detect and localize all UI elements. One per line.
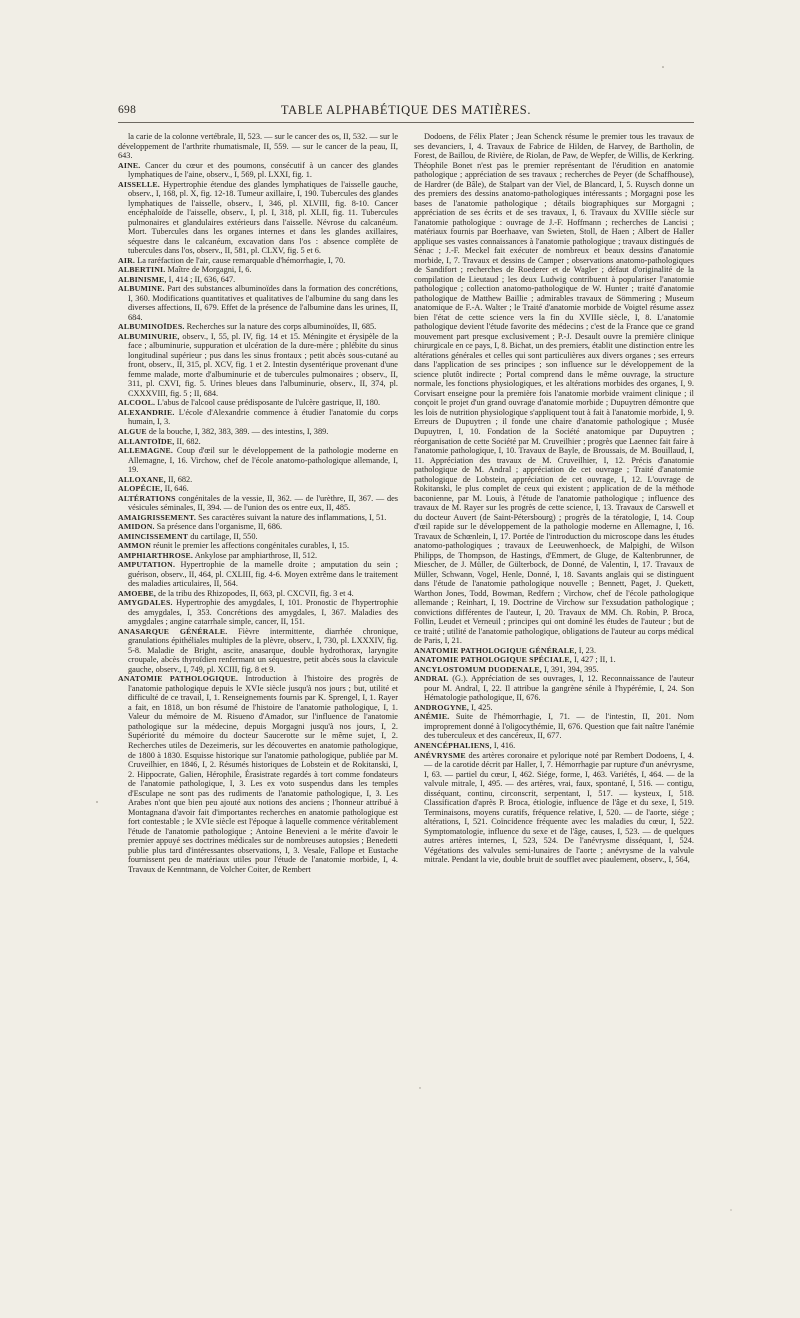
entry-text: II, 682.: [168, 474, 193, 484]
entry-term: ALCOOL.: [118, 398, 156, 408]
entry-text: du cartilage, II, 550.: [190, 531, 258, 541]
entry-text: I, 427 ; II, 1.: [573, 655, 616, 665]
index-entry: [118, 408, 398, 427]
entry-term: ANÉMIE.: [414, 712, 450, 722]
index-entry: [118, 522, 398, 532]
entry-text: de la tribu des Rhizopodes, II, 663, pl. CXCVII, fig. 3 et 4.: [158, 588, 354, 598]
index-entry: [118, 513, 398, 523]
index-entry: [118, 532, 398, 542]
entry-text: Introduction à l'histoire des progrès de l'anatomie pathologique depuis le XVIe siècle jusqu'à nos jours ; but, utilité et difficulté de ce travail, I, 1. Renseignements fournis par K. Sprengel, I, 1. Rayer a fait, en 1818, un bon résumé de l'histoire de l'anatomie pathologique, I, 1. Valeur du mémoire de M. Risueno d'Amador, sur l'influence de l'anatomie pathologique sur la médecine, depuis Morgagni jusqu'à nos jours, I, 2. Supériorité du mémoire du docteur Saucerotte sur le même sujet, I, 2. Recherches utiles de Dezeimeris, sur les découvertes en anatomie pathologique, de 1800 à 1830. Esquisse historique sur l'anatomie pathologique, publiée par M. Cruveilhier, en 1846, I, 2. Résumés historiques de Lobstein et de Rokitanski, I, 2. Hippocrate, Galien, Hérophile, Érasistrate regardés à tort comme fondateurs de l'anatomie pathologique, I, 3. Les ex voto suspendus dans les temples d'Esculape ne sont pas des rudiments de l'anatomie pathologique, I, 3. Les Arabes n'ont que bien peu ajouté aux notions des anciens ; l'honneur attribué à Montagnana d'avoir fait d'importantes recherches en anatomie pathologique est fort contestable ; le XVIe siècle est l'époque à laquelle commence véritablement l'étude de l'anatomie pathologique ; Antoine Benevieni a le mérite d'avoir le premier appuyé ses doctrines médicales sur de nombreuses autopsies ; Benedetti publie plus tard d'intéressantes observations, I, 3. Vesale, Fallope et Eustache fournissent peu de matériaux utiles pour l'étude de l'anatomie morbide, I, 4. Travaux de Kenntmann, de Volcher Coiter, de Rembert: [128, 674, 398, 874]
index-entry: [118, 484, 398, 494]
index-entry: [118, 541, 398, 551]
entry-text: Hypertrophie des amygdales, I, 101. Pronostic de l'hypertrophie des amygdales, I, 353. Concrétions des amygdales, I, 367. Maladies des amygdales ; angine catarrhale simple, cancer, II, 151.: [128, 598, 398, 627]
entry-term: ALBUMINOÏDES.: [118, 322, 185, 332]
entry-term: ALTÉRATIONS: [118, 493, 176, 503]
entry-text: I, 23.: [578, 645, 597, 655]
entry-text: réunit le premier les affections congénitales curables, I, 15.: [153, 541, 350, 551]
entry-text: Ses caractères suivant la nature des inflammations, I, 51.: [198, 512, 387, 522]
entry-term: ANENCÉPHALIENS,: [414, 741, 492, 750]
entry-term: ALBUMINURIE,: [118, 331, 180, 341]
entry-text: la carie de la colonne vertébrale, II, 523. — sur le cancer des os, II, 532. — sur le développement de l'arthrite rhumatismale, II, 559. — sur le cancer de la peau, II, 643.: [118, 132, 398, 161]
entry-term: ANDRAL: [414, 674, 449, 684]
running-title: TABLE ALPHABÉTIQUE DES MATIÈRES.: [280, 103, 532, 117]
entry-text: La raréfaction de l'air, cause remarquable d'hémorrhagie, I, 70.: [137, 255, 346, 265]
entry-text: II, 682.: [176, 436, 201, 446]
left-column: [118, 132, 398, 1302]
index-entry: [414, 665, 694, 675]
index-entry: [118, 332, 398, 399]
entry-term: ANATOMIE PATHOLOGIQUE SPÉCIALE,: [414, 655, 572, 665]
entry-term: AMMON: [118, 541, 152, 551]
index-entry: [118, 427, 398, 437]
entry-term: AMYGDALES.: [118, 598, 173, 608]
entry-term: AISSELLE.: [118, 179, 160, 189]
entry-term: ANASARQUE GÉNÉRALE.: [118, 626, 228, 636]
entry-text: Suite de l'hémorrhagie, I, 71. — de l'intestin, II, 201. Nom improprement donné à l'oligocythémie, II, 676. Question que fait naître l'anémie des tuberculeux et des cancéreux, II, 677.: [424, 712, 694, 741]
entry-text: I, 425.: [471, 702, 493, 712]
index-entry: [118, 398, 398, 408]
entry-term: ALBUMINE.: [118, 284, 165, 294]
entry-text: L'abus de l'alcool cause prédisposante de l'ulcère gastrique, II, 180.: [157, 398, 381, 408]
page-header: [118, 104, 694, 120]
entry-term: ALOPÉCIE,: [118, 484, 163, 494]
entry-term: ANÉVRYSME: [414, 750, 466, 760]
index-entry: [118, 256, 398, 266]
entry-text: de la bouche, I, 382, 383, 389. — des intestins, I, 389.: [148, 426, 329, 436]
entry-text: L'école d'Alexandrie commence à étudier l'anatomie du corps humain, I, 3.: [128, 407, 398, 427]
entry-term: ALEXANDRIE.: [118, 407, 175, 417]
entry-text: des artères coronaire et pylorique noté par Rembert Dodoens, I, 4. — de la carotide décrit par Haller, I, 7. Hémorrhagie par rupture d'un anévrysme, I, 63. — partiel du cœur, I, 462. Siége, forme, I, 463. Variétés, I, 464. — de la valvule mitrale, I, 495. — des artères, vrai, faux, spontané, I, 516. — contigu, disséquant, continu, circonscrit, serpentant, I, 517. — kysteux, I, 518. Classification d'après P. Broca, étiologie, influence de l'âge et du sexe, I, 519. Terminaisons, moyens curatifs, fréquence relative, I, 520. — de l'aorte, siége ; altérations, I, 521. Coïncidence fréquente avec les maladies du cœur, I, 522. Symptomatologie, influence du sexe et de l'âge, causes, I, 523. — de quelques autres artères internes, I, 523, 524. De l'anévrysme disséquant, I, 524. Végétations des valvules semi-lunaires de l'aorte ; anévrysme de la valvule mitrale. Pendant la vie, double bruit de soufflet avec piaulement, observ., I, 564,: [424, 750, 694, 865]
header-rule: [118, 122, 694, 123]
index-entry: [118, 551, 398, 561]
index-entry: [414, 646, 694, 656]
entry-term: ALBINISME,: [118, 274, 167, 284]
entry-term: AMPHIARTHROSE.: [118, 550, 194, 560]
entry-term: ANATOMIE PATHOLOGIQUE GÉNÉRALE,: [414, 645, 577, 655]
entry-text: I, 414 ; II, 636, 647.: [168, 274, 236, 284]
entry-text: I, 391, 394, 395.: [544, 664, 599, 674]
entry-term: AMAIGRISSEMENT.: [118, 512, 197, 522]
index-entry: [118, 132, 398, 161]
index-entry: [118, 265, 398, 275]
entry-term: ALLOXANE,: [118, 474, 166, 484]
entry-text: Part des substances albuminoïdes dans la formation des concrétions, I, 360. Modifications quantitatives et qualitatives de l'albumine du sang dans les diverses affections, II, 679. Effet de la présence de l'albumine dans les urines, II, 684.: [128, 284, 398, 322]
entry-term: AMIDON.: [118, 522, 155, 532]
entry-term: AMINCISSEMENT: [118, 531, 189, 541]
index-entry: [118, 674, 398, 874]
index-entry: [118, 437, 398, 447]
index-entry: [118, 446, 398, 475]
index-entry: [118, 560, 398, 589]
entry-text: Sa présence dans l'organisme, II, 686.: [156, 522, 283, 532]
entry-term: AIR.: [118, 255, 136, 265]
index-entry: [118, 589, 398, 599]
entry-term: AINE.: [118, 160, 141, 170]
entry-text: Recherches sur la nature des corps albuminoïdes, II, 685.: [186, 322, 377, 332]
entry-term: ANATOMIE PATHOLOGIQUE.: [118, 674, 239, 684]
entry-text: Coup d'œil sur le développement de la pathologie moderne en Allemagne, I, 16. Virchow, chef de l'école anatomo-pathologique allemande, I, 19.: [128, 446, 398, 475]
entry-text: (G.). Appréciation de ses ouvrages, I, 12. Reconnaissance de l'auteur pour M. Andral, I, 22. Il attribue la gangrène sénile à l'hypérémie, I, 24. Son Hématologie pathologique, II, 676.: [424, 674, 694, 703]
entry-term: ALBERTINI.: [118, 265, 166, 275]
index-entry: [118, 161, 398, 180]
index-entry: [118, 475, 398, 485]
entry-text: Hypertrophie étendue des glandes lymphatiques de l'aisselle gauche, observ., I, 168, pl. X, fig. 12-18. Tumeur axillaire, I, 190. Tubercules des glandes lymphatiques de l'aisselle, observ., I, 346, pl. XLVIII, fig. 8-10. Cancer encéphaloïde de l'aisselle, observ., I, pl. I, 318, pl. XLII, fig. 11. Tubercules pulmonaires et glandulaires extérieurs dans l'aisselle. Névrose du calcanéum. Mort. Tubercules dans les organes internes et dans les glandes axillaires, séquestre dans le calcanéum, excavation dans l'os : absence complète de tubercules dans l'os, observ., II, 581, pl. CLXV, fig. 5 et 6.: [128, 179, 398, 256]
index-entry: [118, 180, 398, 256]
entry-term: AMPUTATION.: [118, 560, 176, 570]
index-entry: [414, 674, 694, 703]
entry-term: ALGUE: [118, 426, 147, 436]
entry-text: Ankylose par amphiarthrose, II, 512.: [194, 550, 318, 560]
index-entry: [414, 655, 694, 665]
page-number: 698: [118, 104, 137, 116]
entry-text: Cancer du cœur et des poumons, consécutif à un cancer des glandes lymphatiques de l'aine, observ., I, 569, pl. LXXI, fig. 1.: [128, 160, 398, 180]
entry-text: congénitales de la vessie, II, 362. — de l'urèthre, II, 367. — des vésicules séminales, II, 394. — de l'union des os entre eux, II, 485.: [128, 493, 398, 513]
entry-term: AMOEBE,: [118, 588, 157, 598]
index-entry: [118, 322, 398, 332]
index-entry: [118, 284, 398, 322]
entry-text: Dodoens, de Félix Plater ; Jean Schenck résume le premier tous les travaux de ses devanciers, I, 4. Travaux de Fabrice de Hilden, de Harvey, de Bartholin, de Forest, de Baillou, de Rivière, de Riolan, de Paw, de Wepfer, de Willis, de Kerkring. Théophile Bonet n'est pas le premier représentant de l'érudition en anatomie pathologique ; appréciation de ses travaux ; recherches de Peyer (de Schaffhouse), de Hardrer (de Bâle), de Stalpart van der Viel, de Blancard, I, 5. Ruysch donne un des premiers des dessins anatomo-pathologiques intéressants ; Morgagni pose les bases de l'anatomie pathologique ; détails biographiques sur Morgagni ; appréciation de ses écrits et de ses travaux, I, 6. Travaux du XVIIIe siècle sur l'anatomie pathologique : ouvrage de J.-F. Hoffmann ; recherches de Lancisi ; matériaux fournis par Boerhaave, van Swieten, Stoll, de Haen ; Albert de Haller applique ses vastes connaissances à l'anatomie pathologique ; travaux distingués de Sénac ; J.-F. Meckel fait exécuter de nombreux et beaux dessins d'anatomie morbide, I, 7. Travaux et dessins de Camper ; observations anatomo-pathologiques de Sandifort ; recherches de Roederer et de Wagler ; défaut d'originalité de la compilation de Lieutaud ; les deux Ludwig contribuent à populariser l'anatomie pathologique ; collection anatomo-pathologique de W. Hunter ; traité d'anatomie pathologique de Matthew Baillie ; admirables travaux de Sömmering ; Museum anatomique de F.-A. Walter ; le Traité d'anatomie morbide de Voigtel résume assez bien l'état de cette science vers la fin du XVIIIe siècle, I, 8. L'anatomie pathologique devient l'étude favorite des médecins ; c'est de la France que ce grand mouvement part presque exclusivement ; P.-J. Desault ouvre la première clinique chirurgicale en ce pays, I, 8. Bichat, un des premiers, établit une distinction entre les altérations générales et celles qui sont particulières aux divers organes ; ses erreurs dans l'application de ses principes ; son influence sur le développement de la science plutôt indirecte ; Portal comprend dans le même ouvrage, la structure normale, les fonctions physiologiques, et les altérations morbides des organes, I, 9. Corvisart enseigne pour la première fois l'anatomie morbide vraiment clinique ; il conçoit le projet d'un grand ouvrage d'anatomie morbide ; Dupuytren démontre que les lois de nutrition physiologique s'appliquent tout à fait à l'anatomie morbide, I, 9. Erreurs de Dupuytren ; il fonde une chaire d'anatomie pathologique ; Musée Dupuytren, I, 10. Fondation de la Société anatomique par Dupuytren ; réorganisation de cette Société par M. Cruveilhier ; progrès que Laennec fait faire à l'anatomie pathologique, I, 10. Travaux de Bayle, de Broussais, de M. Bouillaud, I, 11. Appréciation des travaux de M. Cruveilhier, I, 12. Précis d'anatomie pathologique de M. Andral ; appréciation de cet ouvrage ; Traité d'anatomie pathologique de Lobstein, appréciation de cet ouvrage, I, 12. L'ouvrage de Rokitanski, le plus complet de ceux qui existent ; application de de la méthode baconienne, par M. Louis, à l'étude de l'anatomie pathologique ; influence des travaux de M. Rayer sur les progrès de cette science, I, 13. Travaux de Carswell et du docteur Auvert (de Saint-Pétersbourg) ; progrès de la tératologie, I, 14. Coup d'œil rapide sur le développement de la pathologie moderne en Allemagne, I, 16. Travaux de Schœnlein, I, 17. Portée de l'introduction du microscope dans les études anatomo-pathologiques ; travaux de Leeuwenhoeck, de Malpighi, de Wilson Philipps, de Thompson, de Hastings, d'Emmert, de Gluge, de Kaltenbrunner, de Miescher, de J. Müller, de Gülterbock, de Donné, de Valentin, I, 17. Travaux de Müller, Schwann, Vogel, Henle, Donné, I, 18. Savants anglais qui se distinguent dans l'étude de l'anatomie pathologique nouvelle ; Bennett, Paget, J. Quekett, Warthon Jones, Todd, Bowman, Redfern ; Virchow, chef de l'école pathologique allemande ; Reinhart, I, 19. Doctrine de Virchow sur l'exsudation pathologique ; convictions différentes de l'auteur, I, 20. Travaux de MM. Ch. Robin, P. Broca, Follin, Leudet et Verneuil ; principes qui ont dominé les études de l'auteur ; but de ce traité ; utilité de l'anatomie pathologique, obligations de l'auteur au corps médical de Paris, I, 21.: [414, 132, 694, 646]
index-entry: [414, 132, 694, 646]
index-entry: [414, 712, 694, 741]
entry-term: ALLANTOÏDE,: [118, 436, 175, 446]
index-entry: [118, 627, 398, 675]
index-entry: [414, 741, 694, 751]
right-column: [414, 132, 694, 1302]
index-entry: [118, 598, 398, 627]
entry-text: Fièvre intermittente, diarrhée chronique, granulations épithéliales multiples de la plèvre, observ., I, 730, pl. LXXXIV, fig. 5-8. Maladie de Bright, ascite, anasarque, double hydrothorax, laryngite croupale, abcès thyroïdien renfermant un séquestre, petit abcès sous la clavicule gauche, observ., I, 749, pl. XCIII, fig. 8 et 9.: [128, 626, 398, 674]
entry-text: observ., I, 55, pl. IV, fig. 14 et 15. Méningite et érysipèle de la face ; albuminurie, suppuration et ulcération de la dure-mère ; phlébite du sinus longitudinal supérieur ; pus dans les sinus frontaux ; petit abcès sous-cutané au front, observ., II, 315, pl. XCV, fig. 1 et 2. Intestin dysentérique provenant d'une femme malade, morte d'albuminurie et de tubercules pulmonaires ; observ., II, 311, pl. CXVI, fig. 5. Urines bleues dans l'albuminurie, observ., II, 374, pl. CXXXVIII, fig. 5 ; II, 684.: [128, 331, 398, 398]
entry-term: ANDROGYNE,: [414, 702, 470, 712]
entry-term: ANCYLOSTOMUM DUODENALE,: [414, 664, 542, 674]
entry-text: II, 646.: [164, 484, 189, 494]
index-entry: [118, 494, 398, 513]
index-entry: [118, 275, 398, 285]
entry-text: Maître de Morgagni, I, 6.: [167, 265, 252, 275]
entry-text: I, 416.: [493, 741, 516, 750]
index-entry: [414, 751, 694, 865]
entry-text: Hypertrophie de la mamelle droite ; amputation du sein ; guérison, observ., II, 464, pl. CXLIII, fig. 4-6. Moyen extrême dans le traitement des maladies articulaires, II, 564.: [128, 560, 398, 589]
entry-term: ALLEMAGNE.: [118, 446, 174, 456]
